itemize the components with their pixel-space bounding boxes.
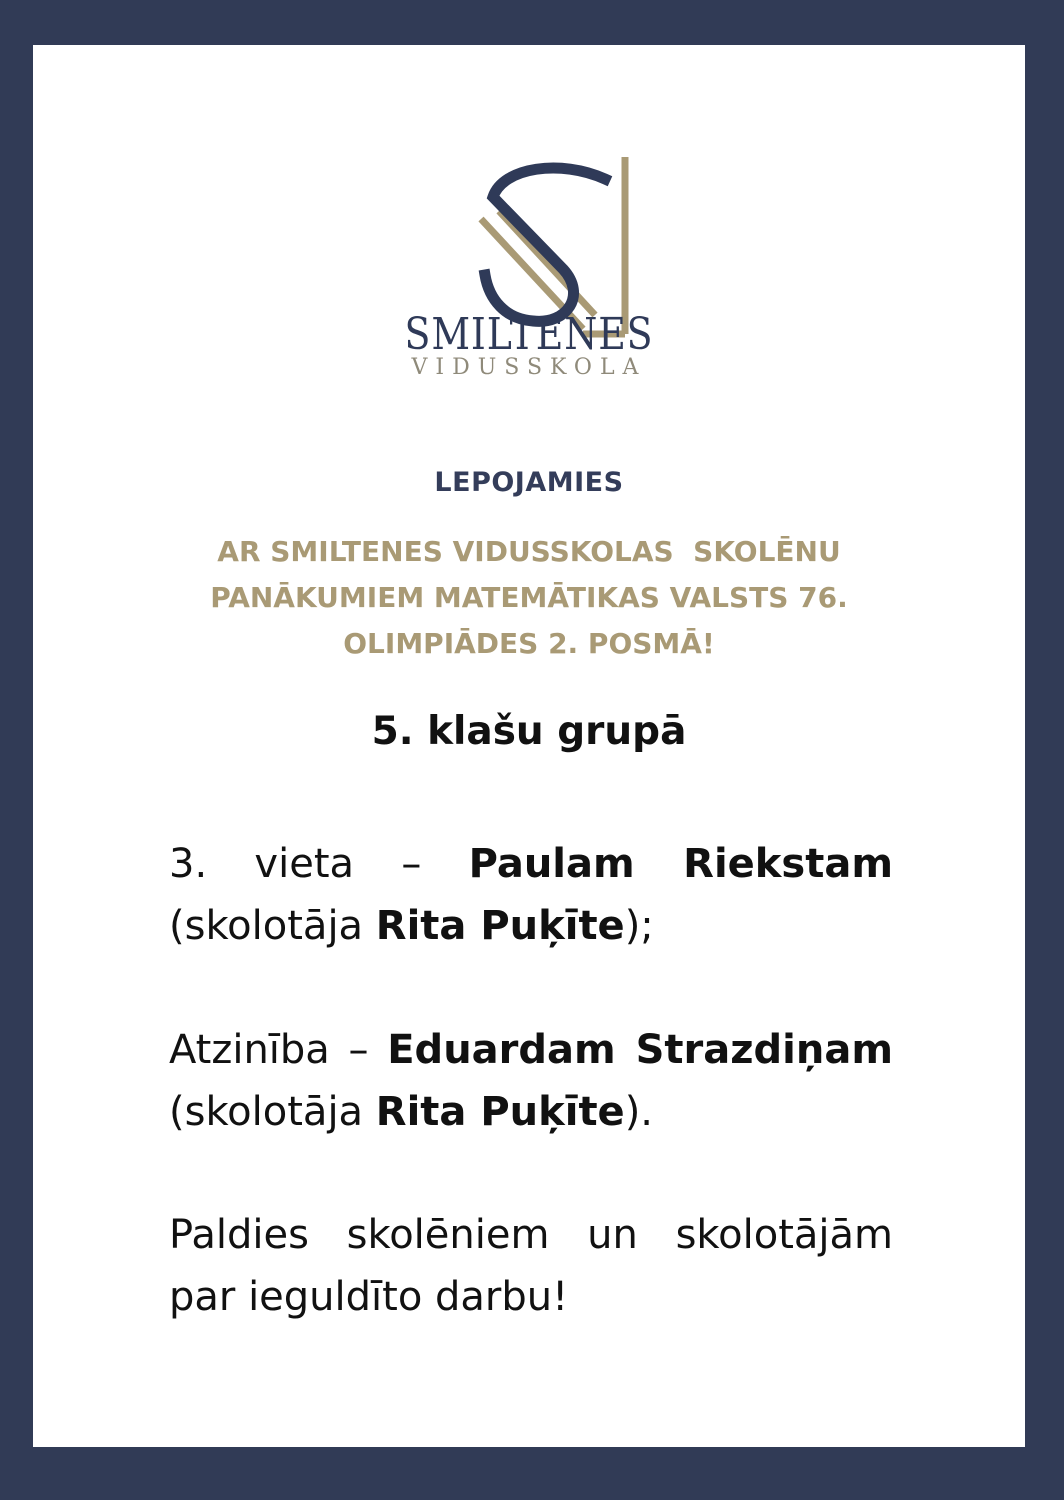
result-student: Eduardam Strazdiņam — [387, 1027, 894, 1073]
kicker-heading: LEPOJAMIES — [434, 467, 624, 498]
announcement-card — [33, 45, 1025, 1447]
result-teacher: Rita Puķīte — [375, 1089, 625, 1135]
result-place: Atzinība — [169, 1027, 330, 1073]
result-dash: – — [401, 841, 422, 887]
logo-name-line2: VIDUSSKOLA — [411, 355, 647, 380]
result-student: Paulam Riekstam — [468, 841, 894, 887]
result-teacher-prefix: (skolotāja — [169, 1089, 364, 1135]
result-dash: – — [348, 1027, 369, 1073]
result-teacher: Rita Puķīte — [375, 903, 625, 949]
group-title: 5. klašu grupā — [371, 709, 687, 754]
closing-paragraph: Paldies skolēniem un skolotājām par ieguldīto darbu! — [169, 1212, 893, 1320]
logo-name-line1: SMILTENES — [404, 309, 654, 360]
headline-line-1: AR SMILTENES VIDUSSKOLAS SKOLĒNU — [217, 535, 841, 568]
result-paragraph-1 — [169, 833, 893, 957]
headline-line-2: PANĀKUMIEM MATEMĀTIKAS VALSTS 76. — [210, 581, 848, 614]
result-place: 3. vieta — [169, 841, 355, 887]
result-paragraph-2 — [169, 1019, 893, 1143]
result-teacher-prefix: (skolotāja — [169, 903, 364, 949]
headline — [129, 529, 929, 667]
headline-line-3: OLIMPIĀDES 2. POSMĀ! — [343, 627, 715, 660]
result-suffix: ). — [624, 1089, 654, 1135]
result-suffix: ); — [624, 903, 654, 949]
